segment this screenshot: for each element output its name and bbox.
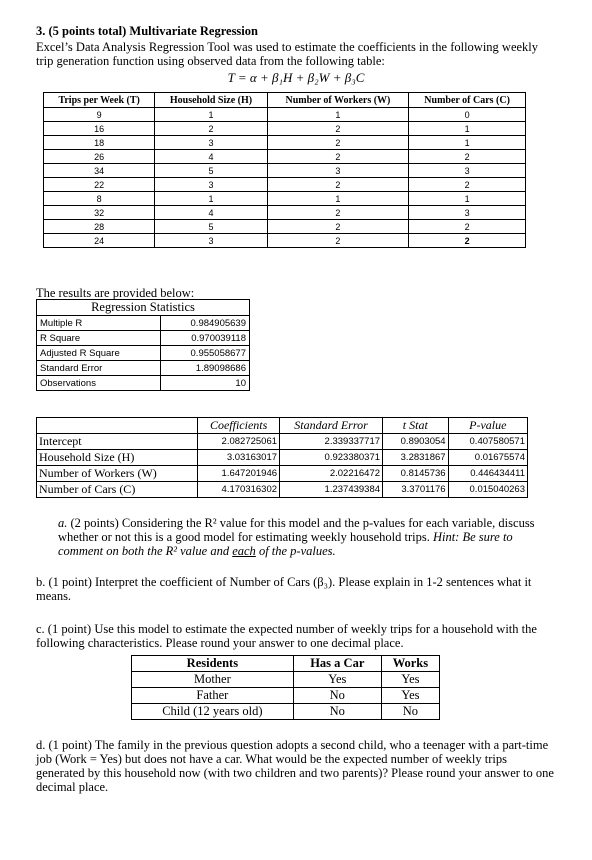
cell: Father [132, 688, 294, 704]
cell: 26 [44, 150, 155, 164]
header-standard-error: Standard Error [280, 418, 383, 434]
stat-label: Standard Error [37, 361, 161, 376]
regression-statistics-table [36, 299, 250, 391]
cell: 1.647201946 [198, 466, 280, 482]
question-d: d. (1 point) The family in the previous question adopts a second child, who a teenager with a part-time job (Work = Yes) but does not have a car. What would be the expected number of weekly trips generated by this household now (with two children and two parents)? Please round your answer to one decimal place. [36, 738, 554, 794]
table-row [37, 361, 250, 376]
cell: 2 [409, 178, 526, 192]
cell: 3 [409, 164, 526, 178]
table-row [44, 234, 526, 248]
cell: 1 [409, 136, 526, 150]
cell: 2.339337717 [280, 434, 383, 450]
header-works: Works [381, 656, 439, 672]
table-row [44, 164, 526, 178]
household-header-row [132, 656, 440, 672]
question-a-marker: a. [58, 516, 68, 530]
cell: 0.015040263 [448, 482, 527, 498]
table-row [37, 450, 528, 466]
cell: 1 [409, 192, 526, 206]
data-table-header-row [44, 93, 526, 108]
question-a-hint-underline: each [232, 544, 256, 558]
cell: 5 [155, 164, 267, 178]
table-row [44, 136, 526, 150]
question-a [36, 516, 556, 558]
stat-value: 0.970039118 [160, 331, 249, 346]
cell: Yes [381, 672, 439, 688]
cell: 5 [155, 220, 267, 234]
table-row [37, 466, 528, 482]
table-row [44, 150, 526, 164]
cell: 34 [44, 164, 155, 178]
cell: 4 [155, 206, 267, 220]
cell: 2 [267, 136, 409, 150]
cell: 0.8903054 [383, 434, 449, 450]
cell: 1 [267, 108, 409, 122]
cell: 4.170316302 [198, 482, 280, 498]
cell: 0.8145736 [383, 466, 449, 482]
stat-label: Multiple R [37, 316, 161, 331]
cell: 9 [44, 108, 155, 122]
cell: 3 [409, 206, 526, 220]
regression-statistics-title: Regression Statistics [37, 300, 250, 316]
table-row [37, 482, 528, 498]
header-t-stat: t Stat [383, 418, 449, 434]
cell: 2.082725061 [198, 434, 280, 450]
cell: 1 [409, 122, 526, 136]
cell: Child (12 years old) [132, 704, 294, 720]
cell: 3.03163017 [198, 450, 280, 466]
cell: 1.237439384 [280, 482, 383, 498]
cell: 0 [409, 108, 526, 122]
coefficients-table [36, 417, 528, 498]
cell: 0.923380371 [280, 450, 383, 466]
cell: 2 [267, 178, 409, 192]
cell: 1 [155, 108, 267, 122]
problem-intro: Excel’s Data Analysis Regression Tool was used to estimate the coefficients in the following weekly trip generation function using observed data from the following table: [36, 40, 539, 68]
table-row [44, 178, 526, 192]
results-label: The results are provided below: [36, 286, 195, 300]
cell: No [293, 704, 381, 720]
cell: 3.2831867 [383, 450, 449, 466]
cell: 2 [409, 220, 526, 234]
variable-label: Intercept [37, 434, 198, 450]
cell: 2 [267, 122, 409, 136]
table-row [44, 192, 526, 206]
cell: 3 [155, 178, 267, 192]
cell: 4 [155, 150, 267, 164]
question-a-hint-end: of the p-values. [255, 544, 336, 558]
stat-value: 0.955058677 [160, 346, 249, 361]
stat-label: R Square [37, 331, 161, 346]
variable-label: Number of Cars (C) [37, 482, 198, 498]
header-cars: Number of Cars (C) [409, 93, 526, 108]
cell: 2 [267, 234, 409, 248]
table-row [44, 122, 526, 136]
cell: 24 [44, 234, 155, 248]
cell: 3 [267, 164, 409, 178]
regression-equation: T = α + β₁H + β₂W + β₃C [227, 70, 365, 85]
stat-value: 10 [160, 376, 249, 391]
cell: 16 [44, 122, 155, 136]
question-b: b. (1 point) Interpret the coefficient of Number of Cars (β₃). Please explain in 1-2 sentences what it means. [36, 575, 532, 603]
cell: 18 [44, 136, 155, 150]
stat-value: 0.984905639 [160, 316, 249, 331]
cell: 3.3701176 [383, 482, 449, 498]
coefficients-header-row [37, 418, 528, 434]
cell: No [381, 704, 439, 720]
problem-heading: 3. (5 points total) Multivariate Regression [36, 24, 258, 38]
cell: 2 [267, 150, 409, 164]
cell: 2 [409, 234, 526, 248]
header-trips: Trips per Week (T) [44, 93, 155, 108]
question-a-text: (2 points) Considering the R² value for this model and the p-values for each variable, discuss whether or not this is a good model for estimating weekly household trips. [58, 516, 535, 544]
table-row [44, 220, 526, 234]
question-c: c. (1 point) Use this model to estimate the expected number of weekly trips for a household with the following characteristics. Please round your answer to one decimal place. [36, 622, 537, 650]
header-has-car: Has a Car [293, 656, 381, 672]
header-blank [37, 418, 198, 434]
stat-label: Observations [37, 376, 161, 391]
table-row [37, 331, 250, 346]
header-workers: Number of Workers (W) [267, 93, 409, 108]
cell: 0.407580571 [448, 434, 527, 450]
table-row [44, 206, 526, 220]
table-row [44, 108, 526, 122]
cell: 28 [44, 220, 155, 234]
table-row [37, 434, 528, 450]
cell: 0.446434411 [448, 466, 527, 482]
header-household-size: Household Size (H) [155, 93, 267, 108]
cell: 22 [44, 178, 155, 192]
table-row [132, 688, 440, 704]
variable-label: Household Size (H) [37, 450, 198, 466]
cell: 1 [155, 192, 267, 206]
cell: 3 [155, 234, 267, 248]
cell: 1 [267, 192, 409, 206]
table-row [37, 316, 250, 331]
cell: Mother [132, 672, 294, 688]
cell: 3 [155, 136, 267, 150]
cell: Yes [293, 672, 381, 688]
variable-label: Number of Workers (W) [37, 466, 198, 482]
household-table [131, 655, 440, 720]
header-coefficients: Coefficients [198, 418, 280, 434]
table-row [132, 672, 440, 688]
header-p-value: P-value [448, 418, 527, 434]
cell: 2 [155, 122, 267, 136]
table-row [132, 704, 440, 720]
table-row [37, 376, 250, 391]
cell: 2 [267, 206, 409, 220]
cell: 2 [267, 220, 409, 234]
stat-label: Adjusted R Square [37, 346, 161, 361]
stat-value: 1.89098686 [160, 361, 249, 376]
cell: 2 [409, 150, 526, 164]
cell: 0.01675574 [448, 450, 527, 466]
cell: Yes [381, 688, 439, 704]
cell: 2.02216472 [280, 466, 383, 482]
cell: No [293, 688, 381, 704]
header-residents: Residents [132, 656, 294, 672]
cell: 32 [44, 206, 155, 220]
observed-data-table [43, 92, 526, 248]
question-a-hint: Hint: Be sure to comment on both the R² value and [58, 530, 513, 558]
table-row [37, 346, 250, 361]
cell: 8 [44, 192, 155, 206]
